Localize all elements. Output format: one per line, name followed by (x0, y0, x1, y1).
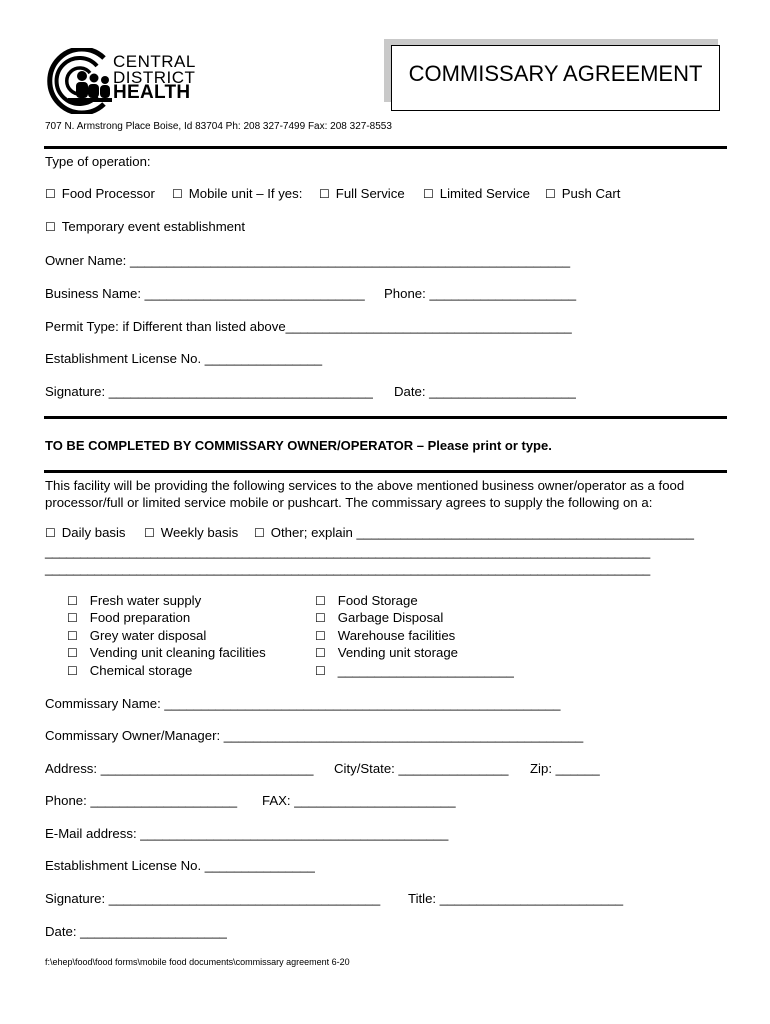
divider (44, 146, 727, 149)
checkbox-icon: ☐ (45, 220, 56, 234)
business-name-field[interactable]: Business Name: ______________________________ (45, 286, 365, 301)
option-label: Other; explain ______________________________________________ (270, 525, 694, 540)
owner-phone-field[interactable]: Phone: ____________________ (384, 286, 577, 301)
service-food-storage[interactable] (315, 592, 418, 611)
logo-line-1: CENTRAL (113, 52, 196, 71)
commissary-email-field[interactable]: E-Mail address: __________________________________________ (45, 826, 449, 841)
option-label: Mobile unit – If yes: (188, 186, 303, 201)
checkbox-other[interactable] (254, 525, 694, 540)
checkbox-icon: ☐ (67, 646, 78, 660)
checkbox-icon: ☐ (45, 187, 56, 201)
service-label: Chemical storage (89, 663, 193, 678)
agency-address: 707 N. Armstrong Place Boise, Id 83704 Ph: 208 327-7499 Fax: 208 327-8553 (45, 121, 392, 132)
agreement-paragraph: This facility will be providing the following services to the above mentioned business owner/operator as a food processor/full or limited service mobile or pushcart. The commissary agrees to supply the following on a: (45, 478, 685, 510)
logo-line-2: DISTRICT (113, 67, 196, 87)
explain-line[interactable]: ______________________________________________________________________________________ (45, 561, 650, 576)
checkbox-icon: ☐ (319, 187, 330, 201)
commissary-fax-field[interactable]: FAX: ______________________ (262, 793, 456, 808)
service-other[interactable] (315, 662, 514, 681)
checkbox-icon: ☐ (172, 187, 183, 201)
checkbox-limited-service[interactable] (423, 186, 530, 201)
section-heading: TO BE COMPLETED BY COMMISSARY OWNER/OPERATOR – Please print or type. (45, 438, 552, 453)
logo-line-3: HEALTH (113, 82, 191, 103)
agency-logo (42, 48, 114, 114)
checkbox-icon: ☐ (315, 594, 326, 608)
checkbox-mobile-unit[interactable] (172, 186, 302, 201)
checkbox-icon: ☐ (254, 526, 265, 540)
option-label: Daily basis (61, 525, 126, 540)
service-warehouse[interactable] (315, 627, 455, 646)
checkbox-icon: ☐ (423, 187, 434, 201)
checkbox-food-processor[interactable] (45, 186, 155, 201)
checkbox-icon: ☐ (144, 526, 155, 540)
checkbox-icon: ☐ (67, 594, 78, 608)
divider (44, 416, 727, 419)
service-label: ________________________ (337, 663, 514, 678)
option-label: Limited Service (439, 186, 530, 201)
file-path-footer: f:\ehep\food\food forms\mobile food documents\commissary agreement 6-20 (45, 957, 350, 967)
commissary-address-field[interactable]: Address: _____________________________ (45, 761, 314, 776)
checkbox-icon: ☐ (315, 629, 326, 643)
service-label: Grey water disposal (89, 628, 207, 643)
checkbox-icon: ☐ (315, 664, 326, 678)
service-label: Fresh water supply (89, 593, 202, 608)
checkbox-push-cart[interactable] (545, 186, 620, 201)
option-label: Weekly basis (160, 525, 239, 540)
service-vending-storage[interactable] (315, 644, 458, 663)
service-label: Warehouse facilities (337, 628, 456, 643)
checkbox-icon: ☐ (45, 526, 56, 540)
checkbox-icon: ☐ (67, 664, 78, 678)
commissary-signature-field[interactable]: Signature: _____________________________________ (45, 891, 381, 906)
owner-signature-field[interactable]: Signature: ____________________________________ (45, 384, 373, 399)
service-label: Food Storage (337, 593, 418, 608)
divider (44, 470, 727, 473)
service-chemical-storage[interactable] (67, 662, 192, 681)
owner-name-field[interactable]: Owner Name: ____________________________________________________________ (45, 253, 571, 268)
commissary-owner-manager-field[interactable]: Commissary Owner/Manager: _________________________________________________ (45, 728, 584, 743)
type-of-operation-label: Type of operation: (45, 154, 151, 169)
service-vending-cleaning[interactable] (67, 644, 266, 663)
page-title: COMMISSARY AGREEMENT (408, 61, 703, 86)
logo-wordmark (113, 54, 196, 101)
commissary-phone-field[interactable]: Phone: ____________________ (45, 793, 238, 808)
option-label: Temporary event establishment (61, 219, 246, 234)
commissary-date-field[interactable]: Date: ____________________ (45, 924, 227, 939)
title-box (391, 45, 720, 111)
checkbox-icon: ☐ (315, 611, 326, 625)
option-label: Push Cart (561, 186, 621, 201)
explain-line[interactable]: ______________________________________________________________________________________ (45, 544, 650, 559)
checkbox-daily-basis[interactable] (45, 525, 126, 540)
establishment-license-field[interactable]: Establishment License No. ________________ (45, 351, 323, 366)
checkbox-full-service[interactable] (319, 186, 405, 201)
checkbox-weekly-basis[interactable] (144, 525, 238, 540)
checkbox-icon: ☐ (545, 187, 556, 201)
service-garbage-disposal[interactable] (315, 609, 443, 628)
commissary-city-state-field[interactable]: City/State: _______________ (334, 761, 509, 776)
permit-type-field[interactable]: Permit Type: if Different than listed above_______________________________________ (45, 319, 572, 334)
commissary-name-field[interactable]: Commissary Name: ______________________________________________________ (45, 696, 561, 711)
service-label: Vending unit cleaning facilities (89, 645, 266, 660)
option-label: Food Processor (61, 186, 155, 201)
service-fresh-water[interactable] (67, 592, 201, 611)
commissary-zip-field[interactable]: Zip: ______ (530, 761, 600, 776)
service-label: Vending unit storage (337, 645, 459, 660)
checkbox-temporary-event[interactable] (45, 219, 245, 234)
service-label: Garbage Disposal (337, 610, 444, 625)
checkbox-icon: ☐ (67, 629, 78, 643)
service-label: Food preparation (89, 610, 191, 625)
owner-date-field[interactable]: Date: ____________________ (394, 384, 576, 399)
commissary-license-field[interactable]: Establishment License No. _______________ (45, 858, 315, 873)
option-label: Full Service (335, 186, 405, 201)
service-grey-water[interactable] (67, 627, 206, 646)
checkbox-icon: ☐ (315, 646, 326, 660)
service-food-preparation[interactable] (67, 609, 190, 628)
logo-emblem-icon (42, 48, 114, 114)
commissary-title-field[interactable]: Title: _________________________ (408, 891, 624, 906)
checkbox-icon: ☐ (67, 611, 78, 625)
